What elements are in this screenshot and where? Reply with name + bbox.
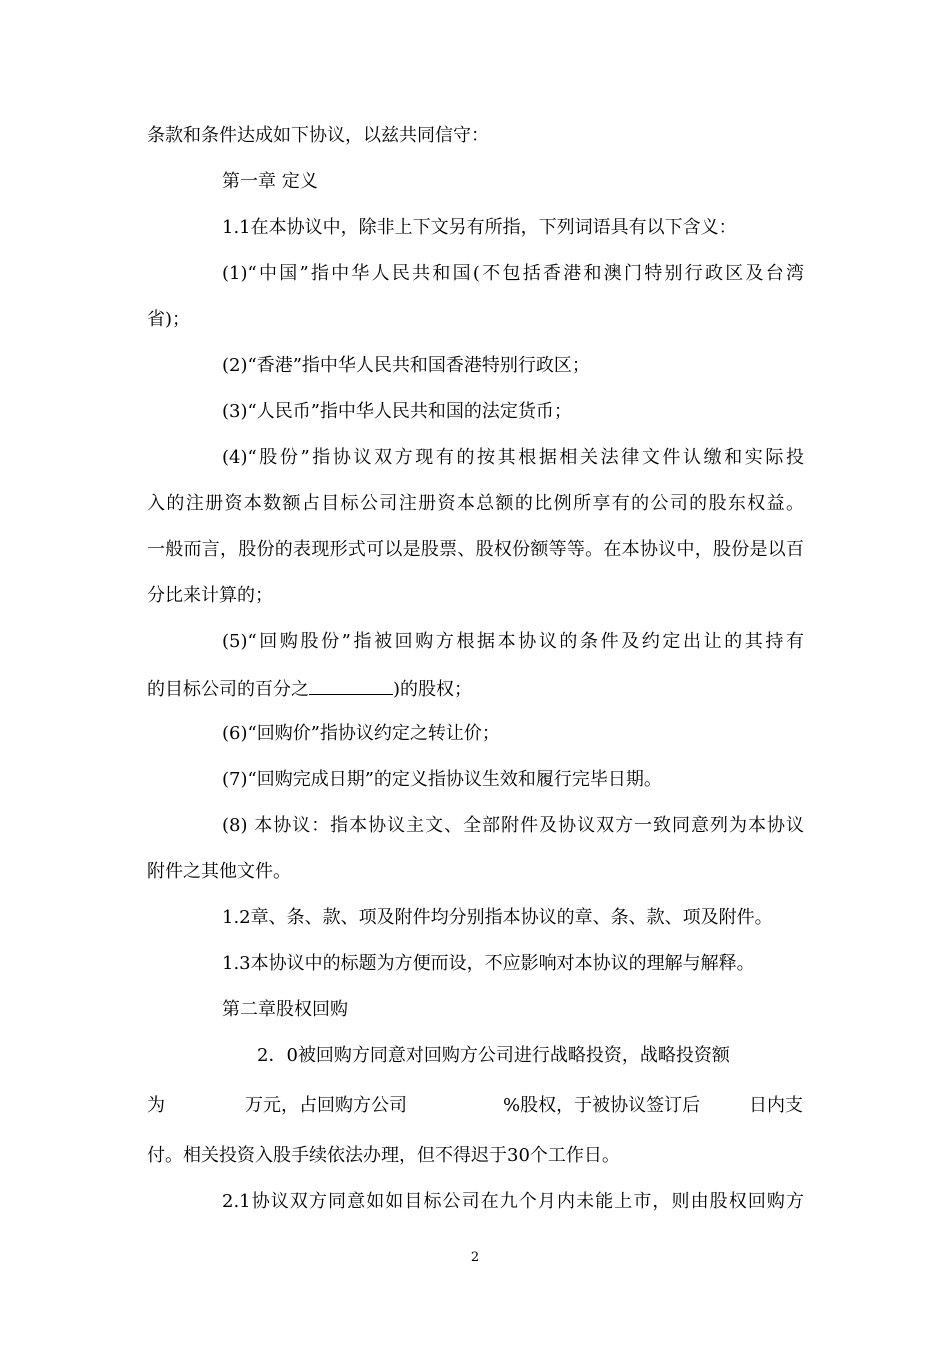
definition-4-line-2: 入的注册资本数额占目标公司注册资本总额的比例所享有的公司的股东权益。 bbox=[147, 493, 804, 514]
page-number: 2 bbox=[470, 1250, 480, 1265]
definition-5-text-b: )的股权； bbox=[393, 679, 473, 700]
definition-4-line-3: 一般而言，股份的表现形式可以是股票、股权份额等等。在本协议中，股份是以百 bbox=[147, 539, 804, 560]
chapter-1-heading: 第一章 定义 bbox=[222, 171, 318, 192]
clause-2-0-amount-text: 万元，占回购方公司 bbox=[245, 1095, 407, 1116]
definition-5-line-1: (5)“回购股份”指被回购方根据本协议的条件及约定出让的其持有 bbox=[222, 631, 804, 652]
definition-1-line-2: 省)； bbox=[147, 309, 191, 330]
chapter-2-heading: 第二章股权回购 bbox=[222, 999, 348, 1020]
definition-4-line-4: 分比来计算的； bbox=[147, 585, 273, 606]
clause-2-0-equity-text: %股权，于被协议签订后 bbox=[503, 1095, 701, 1116]
definition-8-line-2: 附件之其他文件。 bbox=[147, 861, 291, 882]
definition-5-line-2 bbox=[147, 676, 472, 702]
clause-2-0-line-1: 2．0被回购方同意对回购方公司进行战略投资，战略投资额 bbox=[257, 1045, 730, 1066]
definition-3: (3)“人民币”指中华人民共和国的法定货币； bbox=[222, 401, 572, 422]
definition-1-line-1: (1)“中国”指中华人民共和国(不包括香港和澳门特别行政区及台湾 bbox=[222, 263, 804, 284]
definition-7: (7)“回购完成日期”的定义指协议生效和履行完毕日期。 bbox=[222, 769, 662, 790]
clause-2-0-days-text: 日内支 bbox=[749, 1095, 803, 1116]
definition-8-line-1: (8) 本协议：指本协议主文、全部附件及协议双方一致同意列为本协议 bbox=[222, 815, 804, 836]
text-line-1: 条款和条件达成如下协议，以兹共同信守： bbox=[147, 125, 489, 146]
clause-1-1: 1.1在本协议中，除非上下文另有所指，下列词语具有以下含义： bbox=[222, 217, 737, 238]
clause-2-0-word-wei: 为 bbox=[147, 1095, 165, 1116]
clause-1-2: 1.2章、条、款、项及附件均分别指本协议的章、条、款、项及附件。 bbox=[222, 907, 773, 928]
percentage-blank bbox=[309, 676, 393, 695]
clause-2-0-line-3: 付。相关投资入股手续依法办理，但不得迟于30个工作日。 bbox=[147, 1145, 620, 1166]
definition-2: (2)“香港”指中华人民共和国香港特别行政区； bbox=[222, 355, 590, 376]
definition-4-line-1: (4)“股份”指协议双方现有的按其根据相关法律文件认缴和实际投 bbox=[222, 447, 804, 468]
clause-1-3: 1.3本协议中的标题为方便而设，不应影响对本协议的理解与解释。 bbox=[222, 953, 755, 974]
definition-6: (6)“回购价”指协议约定之转让价； bbox=[222, 723, 500, 744]
clause-2-1-line-1: 2.1协议双方同意如如目标公司在九个月内未能上市，则由股权回购方 bbox=[222, 1191, 804, 1212]
definition-5-text-a: 的目标公司的百分之 bbox=[147, 679, 309, 700]
